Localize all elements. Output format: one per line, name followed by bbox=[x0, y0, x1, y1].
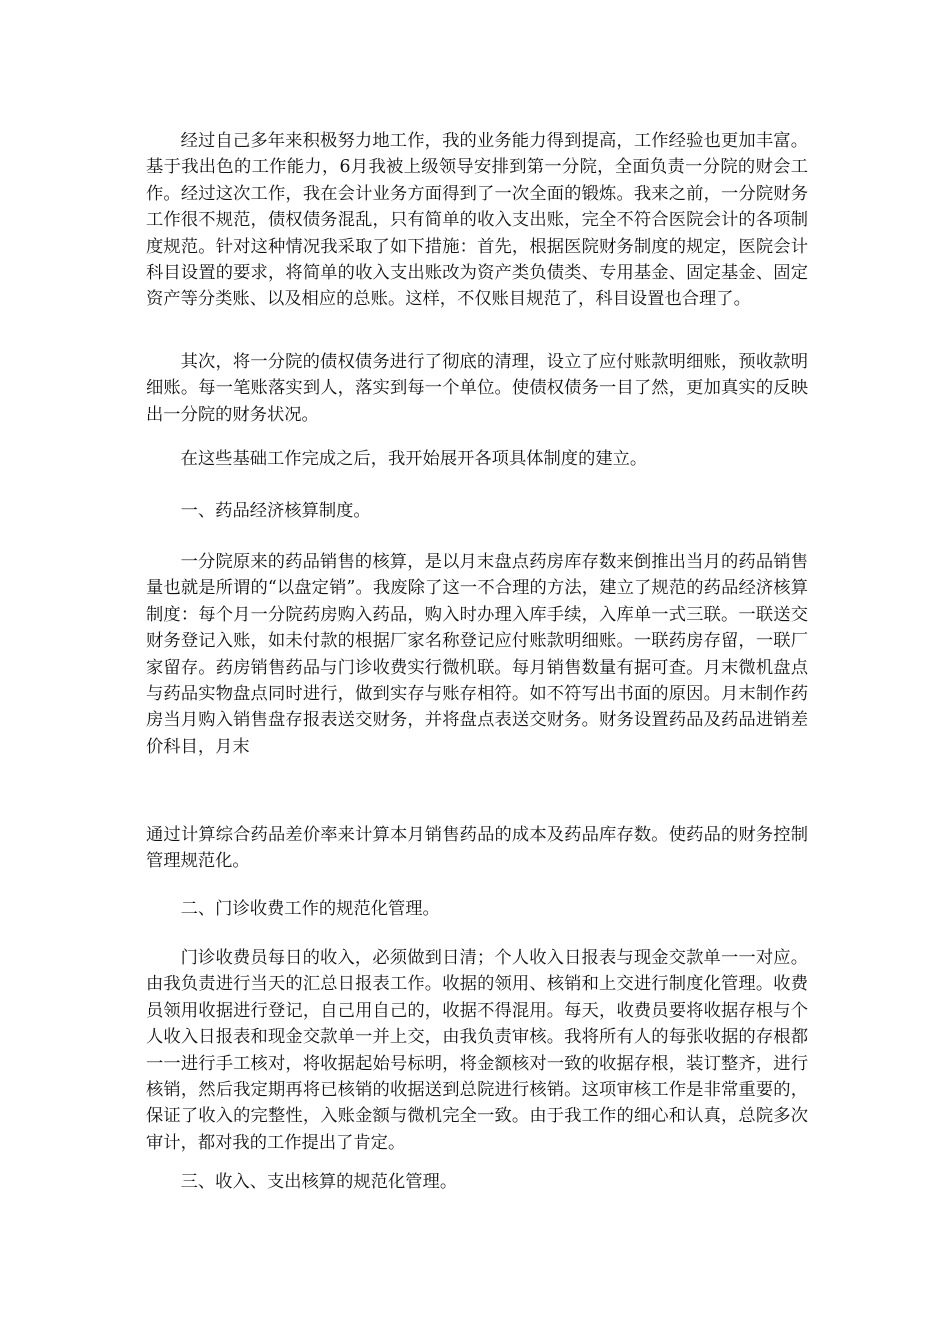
paragraph-outpatient-fees bbox=[146, 945, 808, 1156]
section-heading-3 bbox=[146, 1169, 808, 1195]
paragraph-drug-accounting-continued bbox=[146, 822, 808, 875]
paragraph-drug-accounting bbox=[146, 549, 808, 760]
body-paragraph: 经过自己多年来积极努力地工作，我的业务能力得到提高，工作经验也更加丰富。基于我出色的工作能力，6月我被上级领导安排到第一分院，全面负责一分院的财会工作。经过这次工作，我在会计业务方面得到了一次全面的锻炼。我来之前，一分院财务工作很不规范，债权债务混乱，只有简单的收入支出账，完全不符合医院会计的各项制度规范。针对这种情况我采取了如下措施：首先，根据医院财务制度的规定，医院会计科目设置的要求，将简单的收入支出账改为资产类负债类、专用基金、固定基金、固定资产等分类账、以及相应的总账。这样，不仅账目规范了，科目设置也合理了。 bbox=[146, 131, 808, 310]
body-paragraph: 其次，将一分院的债权债务进行了彻底的清理，设立了应付账款明细账，预收款明细账。每一笔账落实到人，落实到每一个单位。使债权债务一目了然，更加真实的反映出一分院的财务状况。 bbox=[146, 352, 808, 425]
section-heading: 二、门诊收费工作的规范化管理。 bbox=[180, 899, 440, 919]
body-paragraph: 在这些基础工作完成之后，我开始展开各项具体制度的建立。 bbox=[180, 449, 648, 469]
paragraph-debt-cleanup bbox=[146, 349, 808, 428]
section-heading: 三、收入、支出核算的规范化管理。 bbox=[180, 1172, 458, 1192]
body-paragraph: 通过计算综合药品差价率来计算本月销售药品的成本及药品库存数。使药品的财务控制管理规范化。 bbox=[146, 825, 808, 872]
section-heading-1 bbox=[146, 498, 808, 524]
section-heading: 一、药品经济核算制度。 bbox=[180, 501, 371, 521]
body-paragraph: 门诊收费员每日的收入，必须做到日清；个人收入日报表与现金交款单一一对应。由我负责进行当天的汇总日报表工作。收据的领用、核销和上交进行制度化管理。收费员领用收据进行登记，自己用自己的，收据不得混用。每天，收费员要将收据存根与个人收入日报表和现金交款单一并上交，由我负责审核。我将所有人的每张收据的存根都一一进行手工核对，将收据起始号标明，将金额核对一致的收据存根，装订整齐，进行核销，然后我定期再将已核销的收据送到总院进行核销。这项审核工作是非常重要的，保证了收入的完整性，入账金额与微机完全一致。由于我工作的细心和认真，总院多次审计，都对我的工作提出了肯定。 bbox=[146, 948, 808, 1153]
body-paragraph: 一分院原来的药品销售的核算，是以月末盘点药房库存数来倒推出当月的药品销售量也就是所谓的“以盘定销”。我废除了这一不合理的方法，建立了规范的药品经济核算制度：每个月一分院药房购入药品，购入时办理入库手续，入库单一式三联。一联送交财务登记入账，如未付款的根据厂家名称登记应付账款明细账。一联药房存留，一联厂家留存。药房销售药品与门诊收费实行微机联。每月销售数量有据可查。月末微机盘点与药品实物盘点同时进行，做到实存与账存相符。如不符写出书面的原因。月末制作药房当月购入销售盘存报表送交财务，并将盘点表送交财务。财务设置药品及药品进销差价科目，月末 bbox=[146, 552, 808, 757]
section-heading-2 bbox=[146, 896, 808, 922]
paragraph-initial-setup bbox=[146, 128, 808, 313]
paragraph-system-intro bbox=[146, 446, 808, 472]
